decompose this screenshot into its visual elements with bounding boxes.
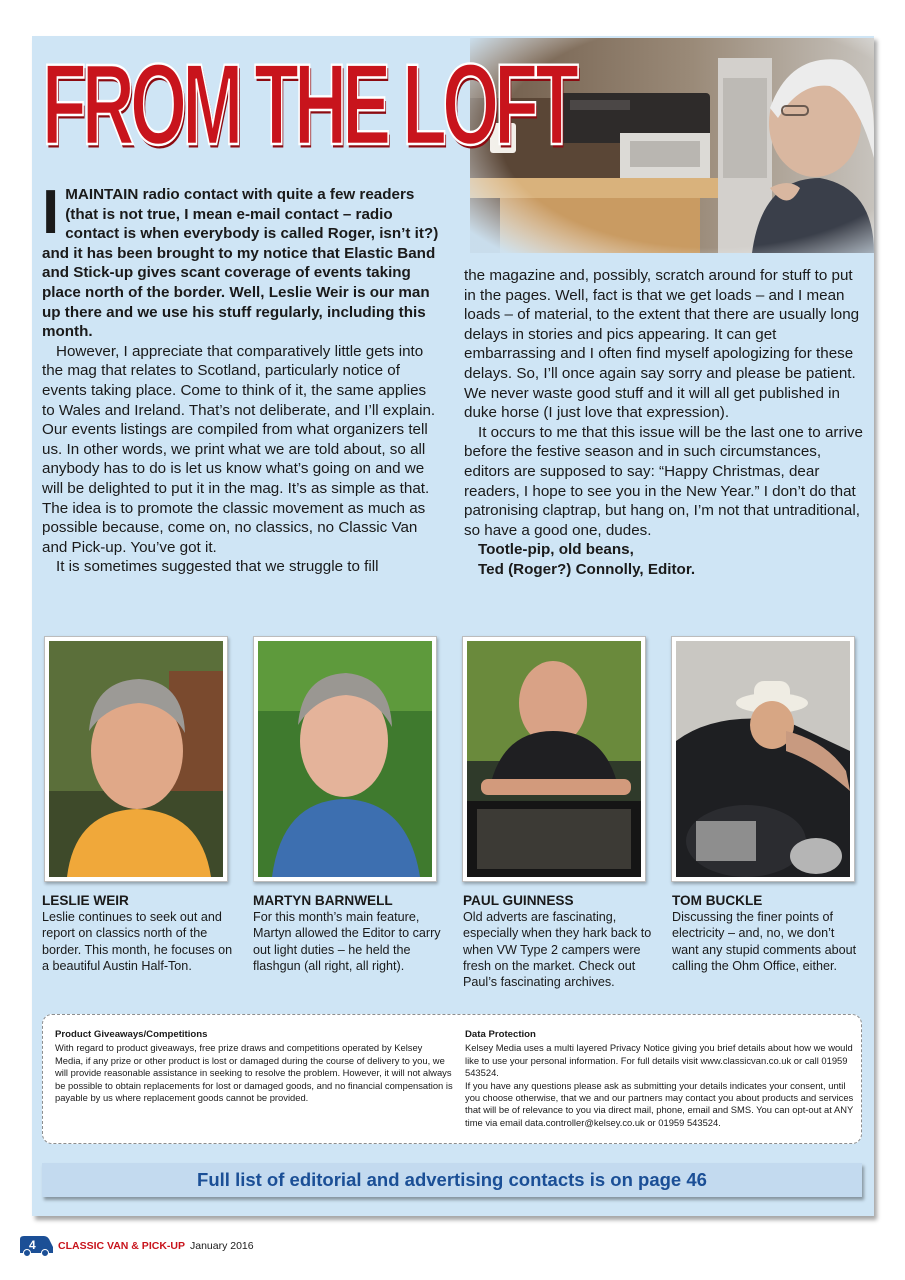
legal-notices-box [42,1014,862,1144]
portrait-paul-guinness [467,641,641,877]
caption-leslie-weir [42,892,242,974]
giveaways-text: With regard to product giveaways, free prize draws and competitions operated by Kelsey Media, if any prize or other product is lost or damaged during the course of delivery to you, we will provide reasonable assistance in seeking to resolve the problem. However, it will not always be possible to obtain replacements for lost or damaged goods, and no financial compensation is payable by us where replacement goods cannot be provided. [55,1042,453,1104]
data-protection-text-1: Kelsey Media uses a multi layered Privacy Notice giving you brief details about how we would like to use your personal information. For full details visit www.classicvan.co.uk or call 01959 543524. [465,1042,853,1079]
data-protection-title: Data Protection [465,1029,536,1040]
page-number: 4 [29,1238,36,1252]
contributor-name: PAUL GUINNESS [463,893,574,908]
photo-leslie-weir [44,636,228,882]
signoff-line-2: Ted (Roger?) Connolly, Editor. [478,560,696,578]
data-protection-notice [465,1029,857,1129]
data-protection-text-2: If you have any questions please ask as submitting your details indicates your consent, until you choose otherwise, that we and our partners may contact you about products and services that will be of relevance to you via direct mail, phone, email and SMS. You can opt-out at ANY time via email data.controller@kelsey.co.uk or 01959 543524. [465,1079,854,1128]
editorial-column-right [464,266,868,580]
page-title: FROM THE LOFT [42,40,575,170]
portrait-martyn-barnwell [258,641,432,877]
van-icon [18,1235,54,1257]
caption-paul-guinness [463,892,663,990]
signoff-line-1: Tootle-pip, old beans, [478,541,634,559]
page-footer [18,1234,254,1258]
photo-paul-guinness [462,636,646,882]
contributor-bio: Old adverts are fascinating, especially when they hark back to when VW Type 2 campers were fresh on the market. Check out Paul’s fascinating archives. [463,910,652,990]
contributor-name: LESLIE WEIR [42,893,129,908]
drop-cap: I [42,178,60,247]
lead-paragraph [42,178,442,342]
caption-tom-buckle [672,892,862,974]
giveaways-title: Product Giveaways/Competitions [55,1029,208,1040]
paragraph-3-start: It is sometimes suggested that we struggle to fill [56,558,379,576]
photo-martyn-barnwell [253,636,437,882]
photo-tom-buckle [671,636,855,882]
paragraph-2: However, I appreciate that comparatively little gets into the mag that relates to Scotland, particularly notice of events taking place. Come to think of it, the same applies to Wales and Ireland. That’s not deliberate, and I’ll explain. Our events listings are compiled from what organizers tell us. In other words, we print what we are told about, so all anybody has to do is let us know what’s going on and we will be delighted to put it in the mag. It’s as simple as that. The idea is to promote the classic movement as much as possible because, come on, no classics, no Classic Van and Pick-up. You’ve got it. [42,342,436,556]
lead-text: MAINTAIN radio contact with quite a few readers (that is not true, I mean e-mail contact – radio contact is when everybody is called Roger, isn’t it?) and it has been brought to my notice that Elastic Band and Stick-up gives scant coverage of events taking place north of the border. Well, Leslie Weir is our man up there and we use his stuff regularly, including this month. [42,186,439,341]
caption-martyn-barnwell [253,892,453,974]
portrait-tom-buckle [676,641,850,877]
editorial-column-left [42,178,442,577]
giveaways-notice [55,1029,453,1104]
paragraph-3-continued: the magazine and, possibly, scratch around for stuff to put in the pages. Well, fact is that we get loads – and I mean loads – of material, to the extent that there are usually long delays in stories and pics appearing. It can get embarrassing and I often find myself apologizing for these delays. So, I’ll once again say sorry and please be patient. We never waste good stuff and it will all get published in duke horse (I just love that expression). [464,267,860,422]
contributor-bio: Discussing the finer points of electricity – and, no, we don’t want any stupid comments about calling the Ohm Office, either. [672,910,857,973]
contributor-name: TOM BUCKLE [672,893,763,908]
issue-date: January 2016 [189,1240,254,1252]
magazine-name: CLASSIC VAN & PICK-UP [58,1240,185,1252]
contributor-name: MARTYN BARNWELL [253,893,393,908]
contacts-banner: Full list of editorial and advertising contacts is on page 46 [42,1163,862,1197]
paragraph-4: It occurs to me that this issue will be the last one to arrive before the festive season and in such circumstances, editors are supposed to say: “Happy Christmas, dear readers, I hope to see you in the New Year.” I don’t do that patronising claptrap, but hang on, I’m not that untraditional, so have a good one, dudes. [464,423,863,539]
portrait-leslie-weir [49,641,223,877]
contributor-bio: Leslie continues to seek out and report on classics north of the border. This month, he focuses on a beautiful Austin Half-Ton. [42,910,233,973]
contributor-bio: For this month’s main feature, Martyn allowed the Editor to carry out light duties – he held the flashgun (all right, all right). [253,910,441,973]
